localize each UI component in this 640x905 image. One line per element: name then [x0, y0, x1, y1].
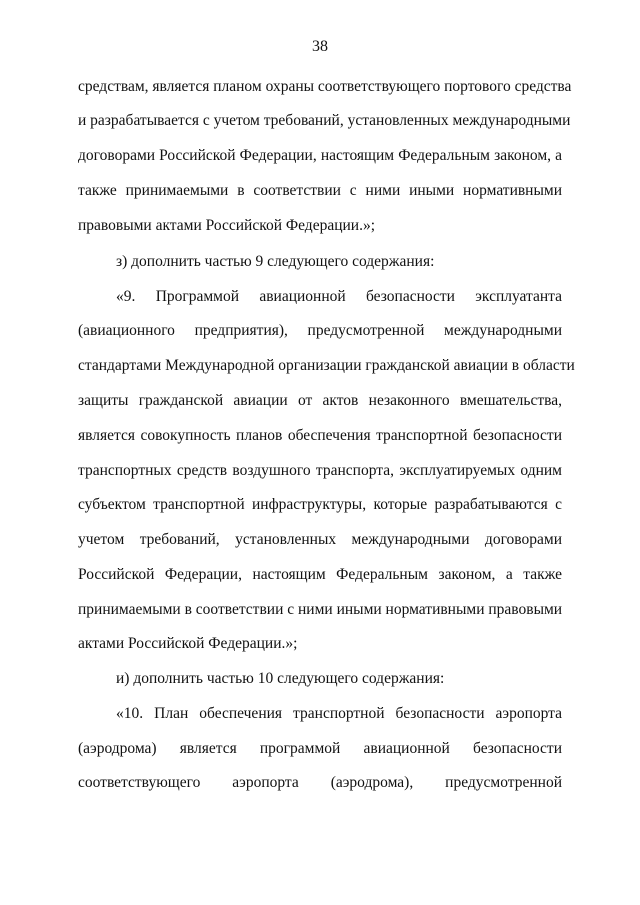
text-line: з) дополнить частью 9 следующего содержания:	[116, 253, 435, 270]
text-line: «9. Программой авиационной безопасности эксплуатанта	[116, 288, 562, 305]
text-line: (аэродрома) является программой авиационной безопасности	[78, 740, 562, 757]
text-line: защиты гражданской авиации от актов незаконного вмешательства,	[78, 392, 562, 409]
text-line: правовыми актами Российской Федерации.»;	[78, 217, 376, 234]
text-line: транспортных средств воздушного транспорта, эксплуатируемых одним	[78, 462, 562, 479]
text-line: средствам, является планом охраны соответствующего портового средства	[78, 78, 572, 95]
text-line: Российской Федерации, настоящим Федеральным законом, а также	[78, 566, 562, 583]
text-line: и) дополнить частью 10 следующего содержания:	[116, 670, 445, 687]
text-line: «10. План обеспечения транспортной безопасности аэропорта	[116, 705, 562, 722]
text-line: актами Российской Федерации.»;	[78, 635, 298, 652]
text-line: также принимаемыми в соответствии с ними иными нормативными	[78, 182, 562, 199]
text-line: и разрабатывается с учетом требований, установленных международными	[78, 112, 571, 129]
text-line: стандартами Международной организации гражданской авиации в области	[78, 357, 575, 374]
text-line: соответствующего аэропорта (аэродрома), предусмотренной	[78, 774, 562, 791]
text-line: договорами Российской Федерации, настоящим Федеральным законом, а	[78, 147, 562, 164]
text-line: субъектом транспортной инфраструктуры, которые разрабатываются с	[78, 496, 562, 513]
text-line: является совокупность планов обеспечения транспортной безопасности	[78, 427, 562, 444]
text-line: учетом требований, установленных международными договорами	[78, 531, 562, 548]
text-line: (авиационного предприятия), предусмотренной международными	[78, 322, 562, 339]
text-line: принимаемыми в соответствии с ними иными нормативными правовыми	[78, 601, 563, 618]
page-number: 38	[312, 38, 328, 55]
